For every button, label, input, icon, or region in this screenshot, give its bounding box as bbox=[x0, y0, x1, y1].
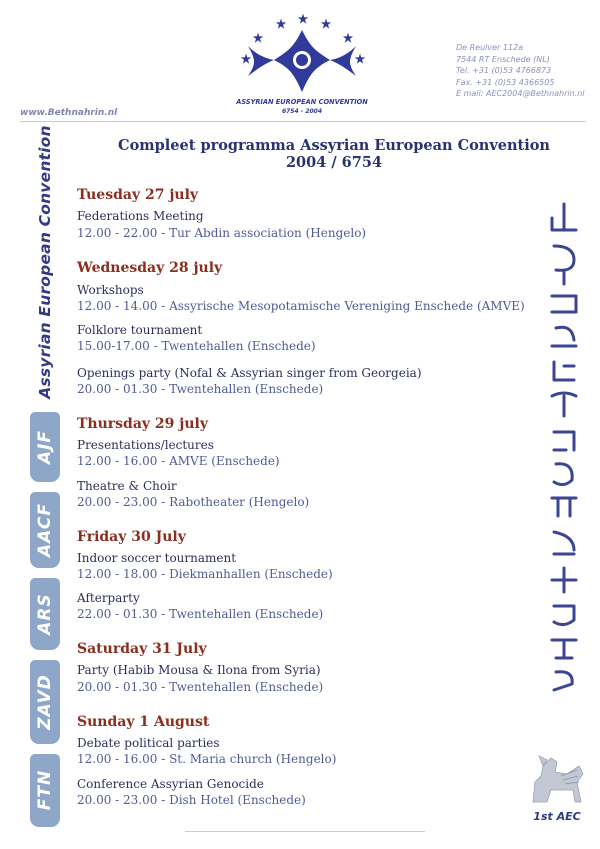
banner-box-aacf-label: AACF bbox=[35, 503, 55, 557]
organizations-banner bbox=[30, 122, 60, 827]
banner-title: Assyrian European Convention bbox=[36, 125, 54, 399]
day-heading-thursday: Thursday 29 july bbox=[77, 416, 208, 432]
contact-email: E mail: AEC2004@Bethnahrin.nl bbox=[456, 89, 585, 98]
event-title: Workshops bbox=[77, 283, 144, 297]
website-link[interactable]: www.Bethnahrin.nl bbox=[20, 108, 118, 118]
day-heading-wednesday: Wednesday 28 july bbox=[77, 260, 223, 276]
syriac-script-icon bbox=[544, 200, 584, 695]
page-title-line2: 2004 / 6754 bbox=[285, 154, 383, 171]
banner-box-zavd-label: ZAVD bbox=[35, 674, 55, 730]
event-time: 15.00-17.00 - Twentehallen (Enschede) bbox=[77, 339, 316, 353]
event-time: 12.00 - 16.00 - St. Maria church (Hengelo) bbox=[77, 752, 337, 766]
event-title: Federations Meeting bbox=[77, 209, 204, 223]
page-title-line1: Compleet programma Assyrian European Convention bbox=[118, 137, 550, 154]
event-title: Party (Habib Mousa & Ilona from Syria) bbox=[77, 663, 321, 677]
contact-phone: Tel. +31 (0)53 4766873 bbox=[456, 66, 552, 75]
event-time: 20.00 - 23.00 - Dish Hotel (Enschede) bbox=[77, 793, 306, 807]
event-title: Folklore tournament bbox=[77, 323, 203, 337]
day-heading-sunday: Sunday 1 August bbox=[77, 714, 210, 730]
event-title: Openings party (Nofal & Assyrian singer from Georgeia) bbox=[77, 366, 422, 380]
event-time: 12.00 - 22.00 - Tur Abdin association (Hengelo) bbox=[77, 226, 367, 240]
event-time: 12.00 - 14.00 - Assyrische Mesopotamische Vereniging Enschede (AMVE) bbox=[77, 299, 525, 313]
contact-fax: Fax. +31 (0)53 4366505 bbox=[456, 77, 555, 87]
contact-postcode: 7544 RT Enschede (NL) bbox=[456, 54, 550, 64]
logo-star-emblem-icon bbox=[248, 30, 356, 92]
event-title: Theatre & Choir bbox=[77, 479, 177, 493]
day-heading-friday: Friday 30 July bbox=[77, 529, 186, 545]
logo-caption-line2: 6754 - 2004 bbox=[281, 108, 323, 115]
banner-box-aacf bbox=[30, 492, 60, 568]
event-title: Debate political parties bbox=[77, 736, 220, 750]
event-time: 20.00 - 23.00 - Rabotheater (Hengelo) bbox=[77, 495, 310, 509]
event-title: Afterparty bbox=[77, 591, 140, 605]
event-time: 12.00 - 18.00 - Diekmanhallen (Enschede) bbox=[77, 567, 333, 581]
contact-block bbox=[456, 42, 596, 100]
event-time: 20.00 - 01.30 - Twentehallen (Enschede) bbox=[77, 382, 324, 396]
banner-box-ajf-label: AJF bbox=[35, 429, 55, 465]
header-divider bbox=[20, 121, 586, 122]
day-heading-tuesday: Tuesday 27 july bbox=[77, 187, 199, 203]
event-time: 12.00 - 16.00 - AMVE (Enschede) bbox=[77, 454, 280, 468]
page-title bbox=[60, 137, 600, 171]
banner-box-zavd bbox=[30, 660, 60, 744]
event-title: Conference Assyrian Genocide bbox=[77, 777, 264, 791]
banner-box-ftn-label: FTN bbox=[35, 769, 55, 811]
banner-box-ars-label: ARS bbox=[35, 593, 55, 635]
banner-box-ajf bbox=[30, 412, 60, 482]
edition-label: 1st AEC bbox=[533, 810, 581, 823]
event-time: 22.00 - 01.30 - Twentehallen (Enschede) bbox=[77, 607, 324, 621]
footer-divider bbox=[185, 831, 425, 832]
event-time: 20.00 - 01.30 - Twentehallen (Enschede) bbox=[77, 680, 324, 694]
logo-caption-line1: ASSYRIAN EUROPEAN CONVENTION bbox=[236, 98, 368, 106]
lamassu-icon bbox=[521, 752, 591, 808]
event-title: Indoor soccer tournament bbox=[77, 551, 237, 565]
contact-address: De Reulver 112a bbox=[456, 43, 524, 52]
convention-logo bbox=[232, 12, 372, 120]
banner-box-ars bbox=[30, 578, 60, 650]
banner-box-ftn bbox=[30, 754, 60, 827]
event-title: Presentations/lectures bbox=[77, 438, 214, 452]
day-heading-saturday: Saturday 31 July bbox=[77, 641, 207, 657]
